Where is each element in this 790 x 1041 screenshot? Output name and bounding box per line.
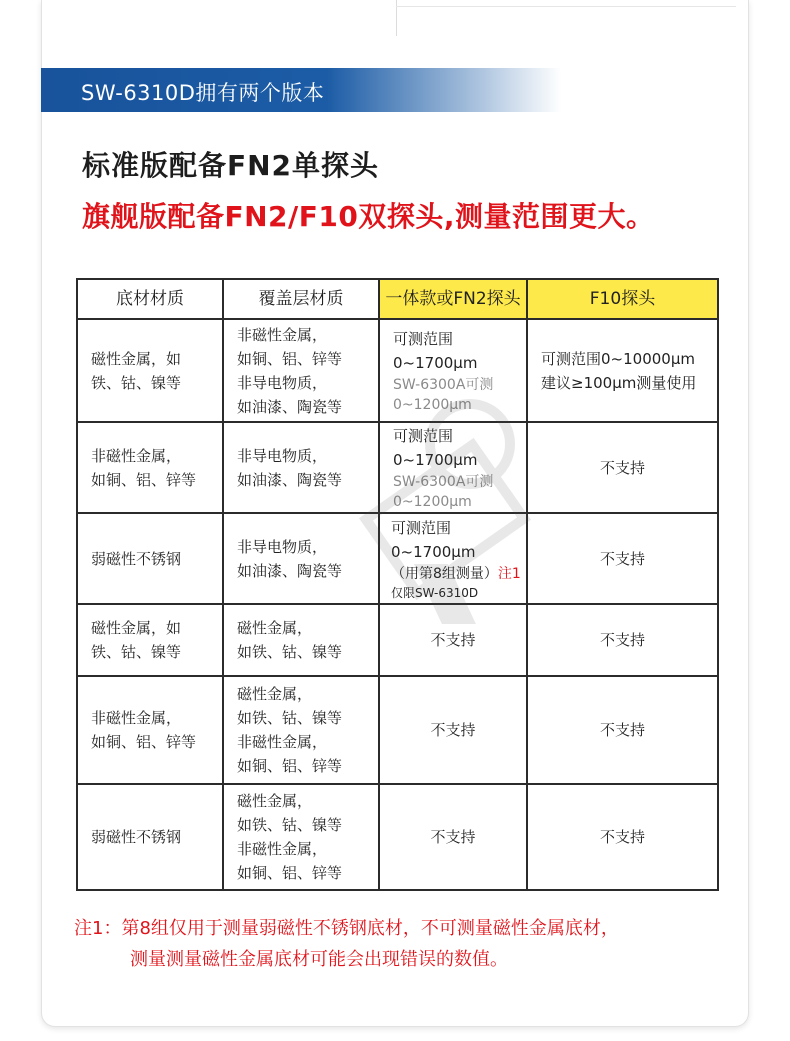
banner-title: SW-6310D拥有两个版本	[81, 81, 325, 105]
note-1-mark: 注1	[497, 565, 521, 582]
fn2-note: SW-6300A可测	[393, 473, 494, 490]
substrate-text: 磁性金属，如	[91, 349, 182, 368]
substrate-text: 弱磁性不锈钢	[91, 828, 182, 846]
substrate-text: 磁性金属，如	[91, 619, 182, 637]
header-coating: 覆盖层材质	[223, 279, 379, 319]
coating-text: 非导电物质，	[237, 373, 328, 392]
fn2-unsupported: 不支持	[379, 676, 527, 784]
fn2-note: 0~1200μm	[393, 396, 472, 413]
substrate-text: 铁、钴、镍等	[91, 373, 182, 392]
coating-text: 如铜、铝、锌等	[237, 864, 343, 882]
table-row	[77, 604, 718, 676]
coating-text: 如铜、铝、锌等	[237, 757, 343, 775]
header-fn2-probe: 一体款或FN2探头	[379, 279, 527, 319]
divider	[396, 6, 736, 7]
fn2-range: 可测范围	[391, 518, 452, 537]
flagship-heading: 旗舰版配备FN2/F10双探头,测量范围更大。	[82, 200, 655, 233]
f10-range: 建议≥100μm测量使用	[541, 373, 697, 392]
substrate-text: 如铜、铝、锌等	[91, 470, 197, 489]
coating-text: 如油漆、陶瓷等	[237, 397, 343, 416]
fn2-unsupported: 不支持	[379, 784, 527, 890]
fn2-range: 0~1700μm	[391, 542, 476, 561]
table-row	[77, 319, 718, 422]
fn2-group-8: （用第8组测量）	[391, 565, 498, 582]
header-substrate: 底材材质	[77, 279, 223, 319]
substrate-text: 弱磁性不锈钢	[91, 549, 182, 568]
footnote	[74, 913, 619, 975]
substrate-text: 如铜、铝、锌等	[91, 733, 197, 751]
version-banner	[41, 68, 561, 112]
fn2-range: 0~1700μm	[393, 353, 478, 372]
coating-text: 非磁性金属，	[237, 840, 328, 858]
f10-unsupported: 不支持	[527, 513, 718, 604]
coating-text: 如油漆、陶瓷等	[237, 470, 343, 489]
coating-text: 非磁性金属，	[237, 733, 328, 751]
coating-text: 如油漆、陶瓷等	[237, 561, 343, 580]
f10-range: 可测范围0~10000μm	[541, 349, 695, 368]
f10-unsupported: 不支持	[527, 422, 718, 513]
fn2-range: 0~1700μm	[393, 450, 478, 469]
f10-unsupported: 不支持	[527, 676, 718, 784]
fn2-note: 0~1200μm	[393, 493, 472, 510]
model-limit: 仅限SW-6310D	[391, 585, 479, 600]
coating-text: 非导电物质，	[237, 537, 328, 556]
table-row	[77, 784, 718, 890]
coating-text: 如铜、铝、锌等	[237, 349, 343, 368]
table-header-row	[77, 279, 718, 319]
coating-text: 非磁性金属，	[237, 325, 328, 344]
standard-heading: 标准版配备FN2单探头	[82, 149, 380, 182]
coating-text: 磁性金属，	[237, 685, 313, 703]
substrate-text: 非磁性金属，	[91, 446, 182, 465]
table-row	[77, 422, 718, 513]
substrate-text: 铁、钴、镍等	[91, 643, 182, 661]
coating-text: 如铁、钴、镍等	[237, 816, 343, 834]
coating-text: 非导电物质，	[237, 446, 328, 465]
table-row	[77, 676, 718, 784]
header-f10-probe: F10探头	[527, 279, 718, 319]
spec-table	[76, 278, 719, 891]
table-row	[77, 513, 718, 604]
footnote-line-1: 注1：第8组仅用于测量弱磁性不锈钢底材，不可测量磁性金属底材，	[74, 918, 619, 939]
footnote-line-2: 测量测量磁性金属底材可能会出现错误的数值。	[130, 949, 508, 970]
fn2-range: 可测范围	[393, 329, 454, 348]
fn2-unsupported: 不支持	[379, 604, 527, 676]
f10-unsupported: 不支持	[527, 604, 718, 676]
fn2-note: SW-6300A可测	[393, 376, 494, 393]
coating-text: 如铁、钴、镍等	[237, 643, 343, 661]
substrate-text: 非磁性金属，	[91, 709, 182, 727]
coating-text: 磁性金属，	[237, 792, 313, 810]
coating-text: 如铁、钴、镍等	[237, 709, 343, 727]
coating-text: 磁性金属，	[237, 619, 313, 637]
f10-unsupported: 不支持	[527, 784, 718, 890]
fn2-range: 可测范围	[393, 426, 454, 445]
